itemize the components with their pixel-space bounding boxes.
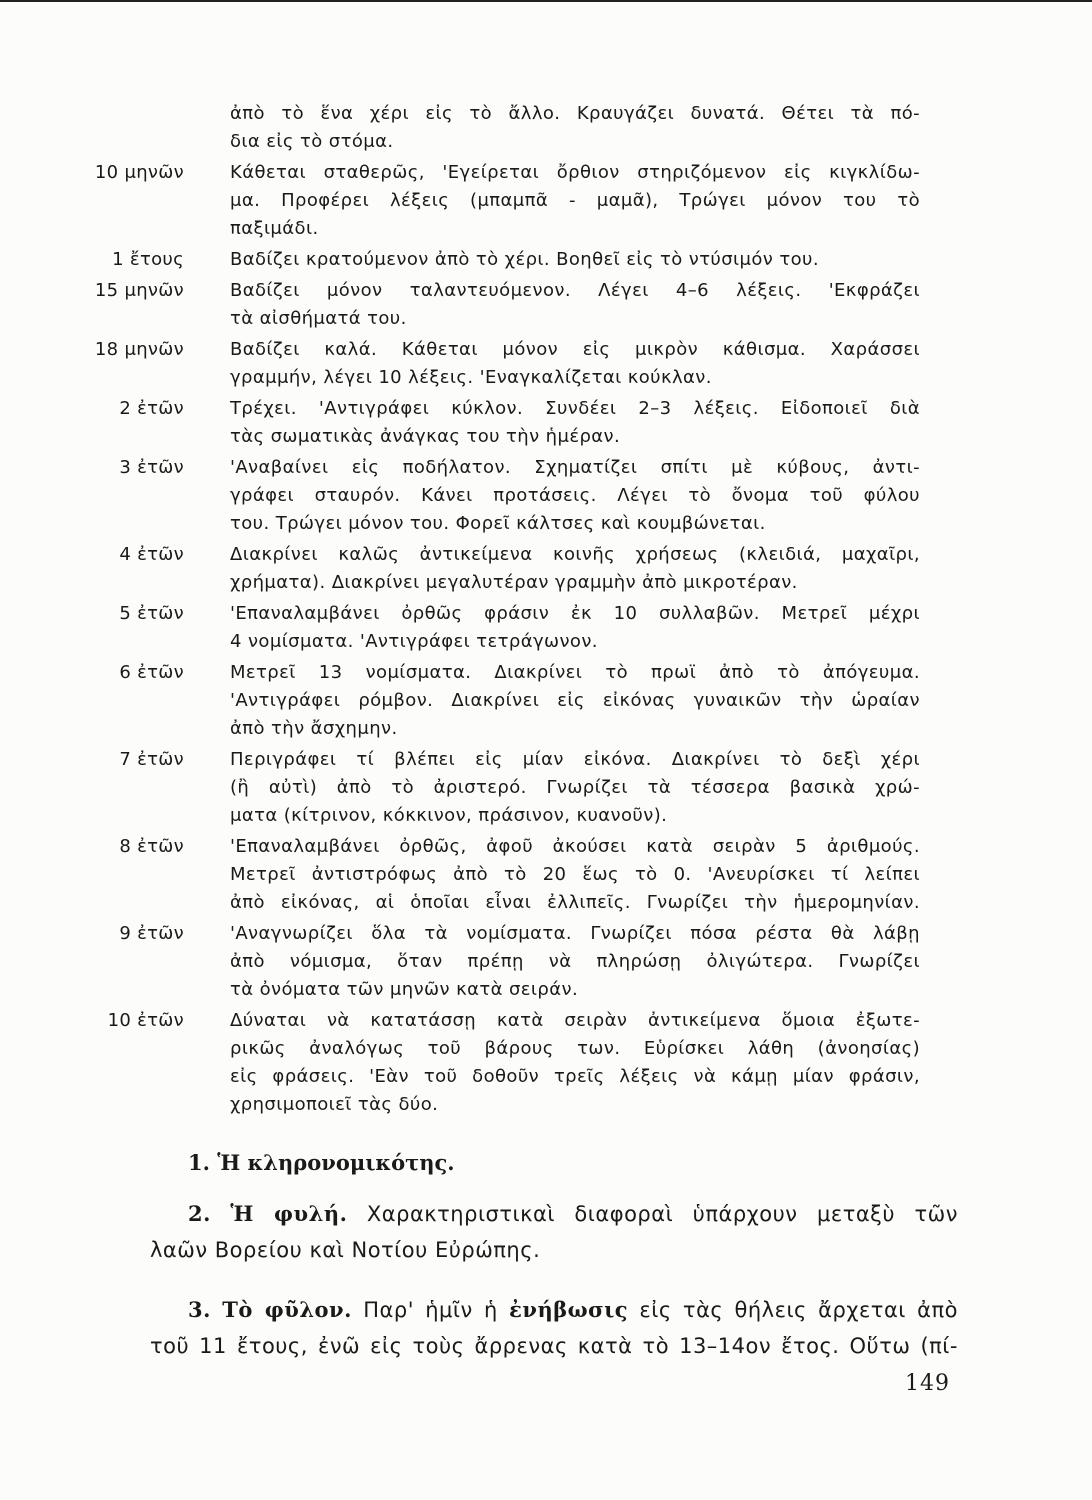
milestone-description: [230, 659, 920, 743]
section-text-line: λαῶν Βορείου καὶ Νοτίου Εὐρώπης.: [150, 1238, 541, 1262]
description-line: χρησιμοποιεῖ τὰς δύο.: [230, 1094, 439, 1115]
table-entry: [0, 100, 1092, 156]
description-line: εἰς φράσεις. 'Εὰν τοῦ δοθοῦν τρεῖς λέξεις νὰ κάμῃ μίαν φράσιν,: [230, 1066, 920, 1087]
description-line: Τρέχει. 'Αντιγράφει κύκλον. Συνδέει 2–3 λέξεις. Εἰδοποιεῖ διὰ: [230, 398, 920, 419]
age-label: 1 ἔτους: [112, 249, 184, 270]
description-line: γραμμήν, λέγει 10 λέξεις. 'Εναγκαλίζεται κούκλαν.: [230, 367, 712, 388]
description-line: Βαδίζει καλά. Κάθεται μόνον εἰς μικρὸν κάθισμα. Χαράσσει: [230, 339, 920, 360]
description-line: δια εἰς τὸ στόμα.: [230, 131, 394, 152]
age-label: [0, 100, 230, 156]
description-line: ἀπὸ εἰκόνας, αἱ ὁποῖαι εἶναι ἐλλιπεῖς. Γνωρίζει τὴν ἡμερομηνίαν.: [230, 892, 920, 913]
age-label: 9 ἐτῶν: [119, 923, 184, 944]
milestone-description: [230, 336, 920, 392]
description-line: μα. Προφέρει λέξεις (μπαμπᾶ - μαμᾶ), Τρώγει μόνον του τὸ: [230, 190, 920, 211]
milestone-description: [230, 600, 920, 656]
table-entry: [0, 659, 1092, 743]
description-line: Δύναται νὰ κατατάσσῃ κατὰ σειρὰν ἀντικείμενα ὅμοια ἐξωτε-: [230, 1010, 920, 1031]
description-line: παξιμάδι.: [230, 218, 319, 239]
description-line: Βαδίζει μόνον ταλαντευόμενον. Λέγει 4–6 λέξεις. 'Εκφράζει: [230, 280, 920, 301]
milestone-description: [230, 159, 920, 243]
description-line: Κάθεται σταθερῶς, 'Εγείρεται ὄρθιον στηριζόμενον εἰς κιγκλίδω-: [230, 162, 920, 183]
section-number: 2.: [188, 1201, 211, 1226]
section-first-line: [150, 1196, 958, 1232]
milestone-description: [230, 746, 920, 830]
section-number: 1.: [188, 1150, 210, 1175]
description-line: 4 νομίσματα. 'Αντιγράφει τετράγωνον.: [230, 631, 598, 652]
description-line: ρικῶς ἀναλόγως τοῦ βάρους των. Εὑρίσκει λάθη (ἀνοησίας): [230, 1038, 920, 1059]
description-line: τὰ ὀνόματα τῶν μηνῶν κατὰ σειράν.: [230, 979, 579, 1000]
milestone-description: [230, 100, 920, 156]
table-entry: [0, 277, 1092, 333]
section-number: 3.: [188, 1297, 211, 1322]
milestone-description: [230, 454, 920, 538]
age-label: 2 ἐτῶν: [119, 398, 184, 419]
description-line: γράφει σταυρόν. Κάνει προτάσεις. Λέγει τὸ ὄνομα τοῦ φύλου: [230, 485, 920, 506]
section-text: Παρ' ἡμῖν ἡ: [363, 1298, 498, 1322]
age-label: 4 ἐτῶν: [119, 544, 184, 565]
milestone-description: [230, 246, 920, 274]
description-line: τὰ αἰσθήματά του.: [230, 308, 407, 329]
description-line: ἀπὸ τὸ ἕνα χέρι εἰς τὸ ἄλλο. Κραυγάζει δυνατά. Θέτει τὰ πό-: [230, 103, 920, 124]
section-heading: Ἡ κληρονομικότης.: [217, 1150, 455, 1175]
description-line: του. Τρώγει μόνον του. Φορεῖ κάλτσες καὶ κουμβώνεται.: [230, 513, 766, 534]
page-number: 149: [905, 1371, 950, 1396]
description-line: (ἢ αὐτὶ) ἀπὸ τὸ ἀριστερό. Γνωρίζει τὰ τέσσερα βασικὰ χρώ-: [230, 777, 920, 798]
table-entry: [0, 920, 1092, 1004]
description-line: Μετρεῖ 13 νομίσματα. Διακρίνει τὸ πρωϊ ἀπὸ τὸ ἀπόγευμα.: [230, 662, 920, 683]
section-text: Χαρακτηριστικαὶ διαφοραὶ ὑπάρχουν μεταξὺ τῶν: [366, 1202, 958, 1226]
section-3: [150, 1292, 958, 1364]
milestone-description: [230, 920, 920, 1004]
age-label: 7 ἐτῶν: [119, 749, 184, 770]
description-line: Περιγράφει τί βλέπει εἰς μίαν εἰκόνα. Διακρίνει τὸ δεξὶ χέρι: [230, 749, 920, 770]
age-label: 10 μηνῶν: [94, 162, 184, 183]
table-entry: [0, 454, 1092, 538]
section-text-line: τοῦ 11 ἔτους, ἐνῶ εἰς τοὺς ἄρρενας κατὰ τὸ 13–14ον ἔτος. Οὕτω (πί-: [150, 1334, 958, 1358]
milestone-description: [230, 541, 920, 597]
table-entry: [0, 1007, 1092, 1119]
bold-term: ἐνήβωσις: [509, 1297, 629, 1322]
age-label: 6 ἐτῶν: [119, 662, 184, 683]
description-line: ἀπὸ νόμισμα, ὅταν πρέπῃ νὰ πληρώσῃ ὀλιγώτερα. Γνωρίζει: [230, 951, 920, 972]
description-line: 'Αναβαίνει εἰς ποδήλατον. Σχηματίζει σπίτι μὲ κύβους, ἀντι-: [230, 457, 920, 478]
table-entry: [0, 246, 1092, 274]
table-entry: [0, 336, 1092, 392]
description-line: χρήματα). Διακρίνει μεγαλυτέραν γραμμὴν ἀπὸ μικροτέραν.: [230, 572, 798, 593]
section-2: [150, 1196, 958, 1268]
section-first-line: [150, 1292, 958, 1328]
age-label: 10 ἐτῶν: [107, 1010, 184, 1031]
description-line: 'Αναγνωρίζει ὅλα τὰ νομίσματα. Γνωρίζει πόσα ρέστα θὰ λάβῃ: [230, 923, 920, 944]
section-text: εἰς τὰς θήλεις ἄρχεται ἀπὸ: [639, 1298, 958, 1322]
milestone-description: [230, 833, 920, 917]
table-entry: [0, 600, 1092, 656]
description-line: ματα (κίτρινον, κόκκινον, πράσινον, κυανοῦν).: [230, 805, 668, 826]
table-entry: [0, 833, 1092, 917]
table-entry: [0, 541, 1092, 597]
age-label: 3 ἐτῶν: [119, 457, 184, 478]
description-line: 'Επαναλαμβάνει ὀρθῶς φράσιν ἐκ 10 συλλαβῶν. Μετρεῖ μέχρι: [230, 603, 920, 624]
age-label: 18 μηνῶν: [94, 339, 184, 360]
description-line: Διακρίνει καλῶς ἀντικείμενα κοινῆς χρήσεως (κλειδιά, μαχαῖρι,: [230, 544, 920, 565]
section-1: [188, 1150, 455, 1175]
milestone-description: [230, 277, 920, 333]
age-label: 15 μηνῶν: [94, 280, 184, 301]
milestone-description: [230, 395, 920, 451]
table-entry: [0, 746, 1092, 830]
description-line: Μετρεῖ ἀντιστρόφως ἀπὸ τὸ 20 ἕως τὸ 0. 'Ανευρίσκει τί λείπει: [230, 864, 920, 885]
age-label: 5 ἐτῶν: [119, 603, 184, 624]
section-heading: Ἡ φυλή.: [230, 1201, 348, 1226]
description-line: Βαδίζει κρατούμενον ἀπὸ τὸ χέρι. Βοηθεῖ εἰς τὸ ντύσιμόν του.: [230, 249, 819, 270]
table-entry: [0, 159, 1092, 243]
development-table: [0, 100, 1092, 1122]
milestone-description: [230, 1007, 920, 1119]
table-entry: [0, 395, 1092, 451]
description-line: ἀπὸ τὴν ἄσχημην.: [230, 718, 398, 739]
section-heading: Τὸ φῦλον.: [222, 1297, 352, 1322]
description-line: 'Επαναλαμβάνει ὀρθῶς, ἀφοῦ ἀκούσει κατὰ σειρὰν 5 ἀριθμούς.: [230, 836, 920, 857]
description-line: τὰς σωματικὰς ἀνάγκας του τὴν ἡμέραν.: [230, 426, 621, 447]
age-label: 8 ἐτῶν: [119, 836, 184, 857]
description-line: 'Αντιγράφει ρόμβον. Διακρίνει εἰς εἰκόνας γυναικῶν τὴν ὡραίαν: [230, 690, 920, 711]
top-rule: [0, 0, 1092, 2]
